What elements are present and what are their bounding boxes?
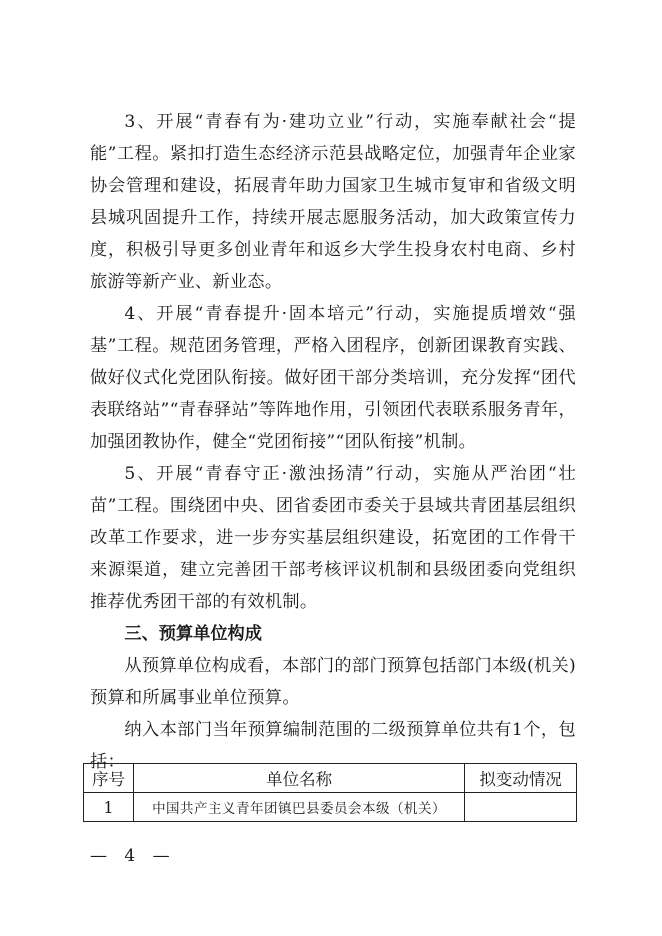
page-number: — 4 —	[90, 846, 176, 866]
cell-index: 1	[84, 793, 134, 822]
budget-unit-paragraph: 从预算单位构成看，本部门的部门预算包括部门本级(机关)预算和所属事业单位预算。	[90, 656, 576, 708]
section-heading: 三、预算单位构成	[124, 624, 262, 644]
cell-change-status	[465, 793, 577, 822]
cell-unit-name: 中国共产主义青年团镇巴县委员会本级（机关）	[133, 793, 464, 822]
table-row	[84, 793, 577, 822]
paragraph-3: 3、开展“青春有为·建功立业”行动，实施奉献社会“提能”工程。紧扣打造生态经济示范县战略定位，加强青年企业家协会管理和建设，拓展青年助力国家卫生城市复审和省级文明县城巩固提升工作，持续开展志愿服务活动，加大政策宣传力度，积极引导更多创业青年和返乡大学生投身农村电商、乡村旅游等新产业、新业态。	[90, 112, 576, 292]
paragraph-5: 5、开展“青春守正·激浊扬清”行动，实施从严治团“壮苗”工程。围绕团中央、团省委团市委关于县域共青团基层组织改革工作要求，进一步夯实基层组织建设，拓宽团的工作骨干来源渠道，建立完善团干部考核评议机制和县级团委向党组织推荐优秀团干部的有效机制。	[90, 464, 576, 612]
header-unit-name: 单位名称	[133, 764, 464, 793]
header-change-status: 拟变动情况	[465, 764, 577, 793]
budget-unit-table	[83, 763, 577, 822]
table-header-row	[84, 764, 577, 793]
paragraph-4: 4、开展“青春提升·固本培元”行动，实施提质增效“强基”工程。规范团务管理，严格入团程序，创新团课教育实践、做好仪式化党团队衔接。做好团干部分类培训，充分发挥“团代表联络站”“青春驿站”等阵地作用，引领团代表联系服务青年，加强团教协作，健全“党团衔接”“团队衔接”机制。	[90, 304, 576, 452]
header-index: 序号	[84, 764, 134, 793]
secondary-unit-paragraph: 纳入本部门当年预算编制范围的二级预算单位共有1个，包括：	[90, 720, 576, 772]
document-body	[90, 106, 576, 778]
